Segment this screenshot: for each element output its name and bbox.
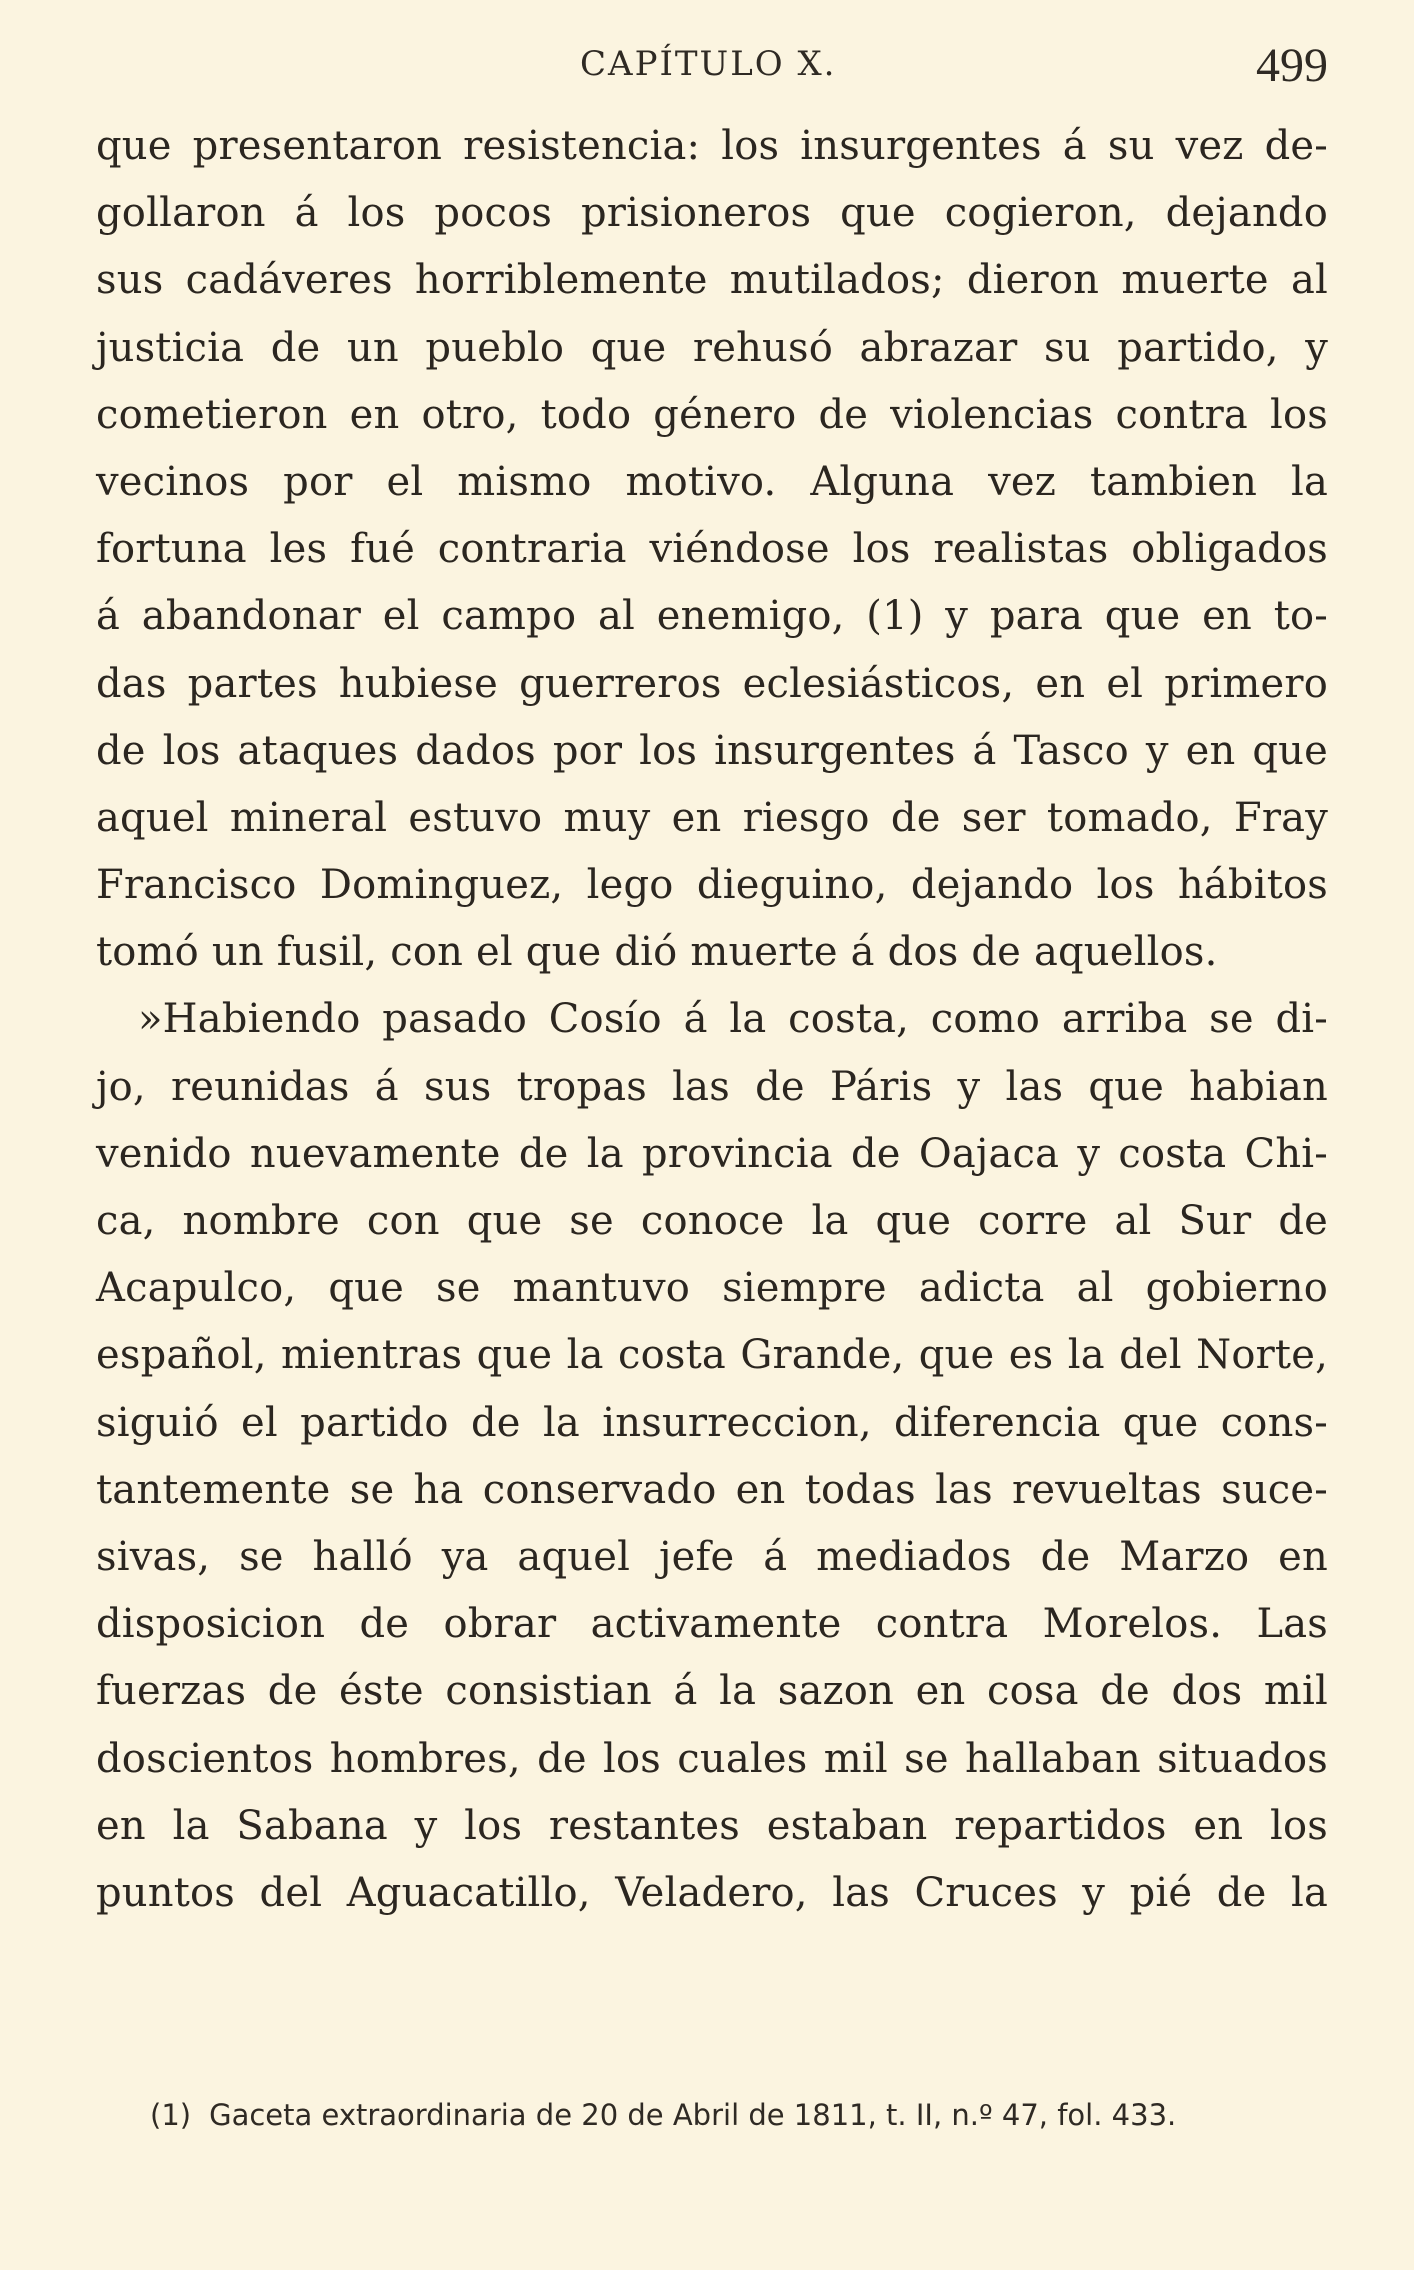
text-line: venido nuevamente de la provincia de Oajaca y costa Chi- — [96, 1130, 1328, 1177]
text-line: ca, nombre con que se conoce la que corre al Sur de — [96, 1198, 1328, 1244]
text-line: aquel mineral estuvo muy en riesgo de ser tomado, Fray — [96, 794, 1328, 841]
text-line: Acapulco, que se mantuvo siempre adicta al gobierno — [96, 1265, 1328, 1312]
footnote-marker: (1) — [150, 2098, 192, 2132]
text-line: en la Sabana y los restantes estaban repartidos en los — [96, 1802, 1328, 1849]
text-line: »Habiendo pasado Cosío á la costa, como arriba se di- — [138, 996, 1328, 1043]
text-line: puntos del Aguacatillo, Veladero, las Cruces y pié de la — [96, 1869, 1328, 1916]
text-line: sus cadáveres horriblemente mutilados; dieron muerte al — [96, 257, 1328, 304]
text-line: Francisco Dominguez, lego dieguino, dejando los hábitos — [96, 862, 1328, 909]
page-header — [96, 38, 1328, 98]
text-line: das partes hubiese guerreros eclesiásticos, en el primero — [96, 660, 1328, 707]
page-number: 499 — [1256, 39, 1328, 92]
text-line: gollaron á los pocos prisioneros que cogieron, dejando — [96, 190, 1328, 237]
text-line: jo, reunidas á sus tropas las de Páris y las que habian — [96, 1063, 1328, 1110]
text-line: disposicion de obrar activamente contra Morelos. Las — [96, 1601, 1328, 1648]
running-head: CAPÍTULO X. — [580, 44, 837, 84]
text-line: vecinos por el mismo motivo. Alguna vez tambien la — [96, 458, 1328, 505]
text-line: á abandonar el campo al enemigo, (1) y para que en to- — [96, 593, 1328, 640]
text-line: fuerzas de éste consistian á la sazon en cosa de dos mil — [96, 1668, 1328, 1715]
text-line: de los ataques dados por los insurgentes á Tasco y en que — [96, 727, 1328, 774]
text-line: sivas, se halló ya aquel jefe á mediados de Marzo en — [96, 1533, 1328, 1580]
text-line: fortuna les fué contraria viéndose los realistas obligados — [96, 526, 1328, 573]
footnote — [150, 2098, 1250, 2132]
text-line: español, mientras que la costa Grande, que es la del Norte, — [96, 1332, 1328, 1379]
text-line: siguió el partido de la insurreccion, diferencia que cons- — [96, 1399, 1328, 1446]
body-text — [96, 113, 1328, 1927]
text-line: doscientos hombres, de los cuales mil se hallaban situados — [96, 1735, 1328, 1782]
text-line: que presentaron resistencia: los insurgentes á su vez de- — [96, 123, 1328, 169]
text-line: justicia de un pueblo que rehusó abrazar su partido, y — [96, 324, 1328, 371]
text-line: tomó un fusil, con el que dió muerte á dos de aquellos. — [96, 929, 1218, 976]
text-line: tantemente se ha conservado en todas las revueltas suce- — [96, 1466, 1328, 1513]
text-line: cometieron en otro, todo género de violencias contra los — [96, 391, 1328, 438]
footnote-text: Gaceta extraordinaria de 20 de Abril de 1811, t. II, n.º 47, fol. 433. — [209, 2098, 1177, 2132]
